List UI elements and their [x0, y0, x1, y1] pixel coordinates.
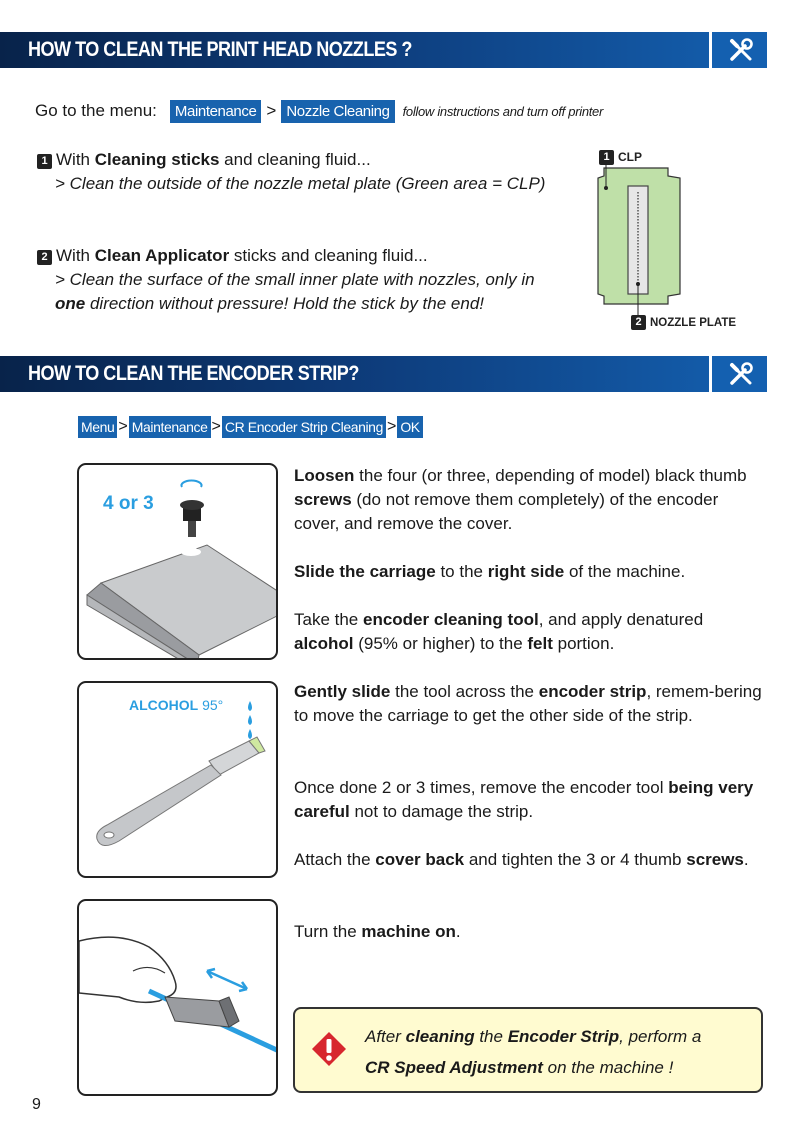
tools-badge: [709, 32, 767, 68]
text: , and apply denatured: [538, 610, 704, 629]
text-bold: ALCOHOL: [129, 697, 199, 713]
text-bold: screws: [294, 490, 352, 509]
text: on the machine !: [542, 1058, 674, 1077]
para-once-done: [294, 776, 764, 824]
menu-tag-maintenance: Maintenance: [129, 416, 211, 438]
label-number: 1: [599, 150, 614, 165]
figure-hand-slide: [77, 899, 278, 1096]
text: Once done 2 or 3 times, remove the encoder tool: [294, 778, 669, 797]
step-number: 1: [37, 154, 52, 169]
text-bold: Slide the carriage: [294, 562, 436, 581]
text: the four (or three, depending of model) black thumb: [354, 466, 747, 485]
rotate-arrow-icon: [182, 480, 202, 487]
text: portion.: [552, 634, 615, 653]
text-bold: Gently slide: [294, 682, 391, 701]
section-banner-encoder: [0, 356, 767, 392]
text-bold: Cleaning sticks: [94, 150, 220, 169]
encoder-menu-path: [78, 416, 423, 438]
text: .: [743, 850, 749, 869]
text-bold: one: [55, 294, 86, 313]
label-text: NOZZLE PLATE: [650, 317, 737, 329]
menu-tag-maintenance: Maintenance: [170, 100, 262, 123]
text: With: [56, 246, 95, 265]
text: (do not remove them completely) of the encoder cover, and remove the cover.: [294, 490, 719, 533]
text: the: [474, 1027, 508, 1046]
text: of the machine.: [564, 562, 686, 581]
hand-slide-illustration: [79, 901, 276, 1094]
menu-note: follow instructions and turn off printer: [402, 103, 604, 119]
diagram-label-nozzle-plate: [631, 315, 736, 330]
drop-icon: [248, 729, 252, 739]
section-banner-nozzles: [0, 32, 767, 68]
step-1: [37, 148, 545, 196]
text-bold: felt: [527, 634, 553, 653]
para-take-tool: [294, 608, 764, 656]
step-2-sub-a: > Clean the surface of the small inner plate with nozzles, only in: [55, 270, 535, 289]
page-number: 9: [32, 1096, 41, 1113]
para-slide-carriage: [294, 560, 764, 584]
menu-tag-cr-encoder: CR Encoder Strip Cleaning: [222, 416, 386, 438]
text-bold: CR Speed Adjustment: [365, 1058, 543, 1077]
text: , perform a: [619, 1027, 702, 1046]
step-number: 2: [37, 250, 52, 265]
text-bold: being very careful: [294, 778, 754, 821]
para-turn-on: [294, 920, 764, 944]
text-bold: Clean Applicator: [94, 246, 230, 265]
leader-dot: [636, 282, 640, 286]
menu-tag-ok: OK: [397, 416, 422, 438]
text: sticks and cleaning fluid...: [229, 246, 428, 265]
para-gently-slide: [294, 680, 764, 728]
text: 95°: [198, 697, 224, 713]
menu-prefix: Go to the menu:: [35, 101, 157, 120]
text-bold: Encoder Strip: [507, 1027, 620, 1046]
label-number: 2: [631, 315, 646, 330]
text-bold: alcohol: [294, 634, 354, 653]
para-attach-cover: [294, 848, 764, 872]
text: to the: [435, 562, 488, 581]
text-bold: cleaning: [405, 1027, 475, 1046]
warning-icon: [311, 1031, 347, 1069]
tools-icon: [728, 361, 754, 387]
fig-label-alcohol: [129, 697, 223, 713]
text-bold: screws: [686, 850, 744, 869]
text: Turn the: [294, 922, 362, 941]
section-title: HOW TO CLEAN THE ENCODER STRIP?: [28, 362, 359, 385]
text: With: [56, 150, 95, 169]
text: .: [455, 922, 461, 941]
text-bold: encoder strip: [538, 682, 647, 701]
text: Take the: [294, 610, 363, 629]
text: After: [365, 1027, 406, 1046]
tools-badge: [709, 356, 767, 392]
text-bold: cover back: [375, 850, 465, 869]
drop-icon: [248, 701, 252, 711]
menu-tag-nozzle-cleaning: Nozzle Cleaning: [281, 100, 394, 123]
text-bold: Loosen: [294, 466, 355, 485]
drop-icon: [248, 715, 252, 725]
menu-tag-menu: Menu: [78, 416, 117, 438]
slide-arrow-icon: [207, 971, 247, 989]
text-bold: right side: [487, 562, 565, 581]
menu-separator: >: [211, 418, 221, 435]
figure-thumb-screw: [77, 463, 278, 660]
text: not to damage the strip.: [349, 802, 534, 821]
text: the tool across the: [390, 682, 539, 701]
warning-text: [365, 1021, 701, 1083]
text: Attach the: [294, 850, 376, 869]
menu-separator: >: [118, 418, 128, 435]
menu-path: [35, 97, 603, 125]
menu-separator: >: [386, 418, 397, 435]
leader-dot: [604, 186, 608, 190]
step-2-sub-b: direction without pressure! Hold the stick by the end!: [85, 294, 484, 313]
nozzle-plate-diagram: [590, 164, 690, 320]
step-1-sub: > Clean the outside of the nozzle metal plate (Green area = CLP): [55, 174, 546, 193]
diagram-label-clp: [599, 150, 642, 165]
text: (95% or higher) to the: [353, 634, 528, 653]
section-title: HOW TO CLEAN THE PRINT HEAD NOZZLES ?: [28, 38, 412, 61]
warning-box: [293, 1007, 763, 1093]
step-2: [37, 244, 535, 316]
text-bold: machine on: [361, 922, 456, 941]
text: and tighten the 3 or 4 thumb: [464, 850, 687, 869]
tools-icon: [728, 37, 754, 63]
text: and cleaning fluid...: [219, 150, 371, 169]
text: , remem-bering to move the carriage to get the other side of the strip.: [294, 682, 762, 725]
para-loosen: [294, 464, 764, 536]
figure-encoder-tool: [77, 681, 278, 878]
label-text: CLP: [618, 150, 642, 164]
fig-label-4-or-3: 4 or 3: [103, 493, 154, 514]
text-bold: encoder cleaning tool: [363, 610, 539, 629]
menu-separator: >: [266, 101, 277, 120]
